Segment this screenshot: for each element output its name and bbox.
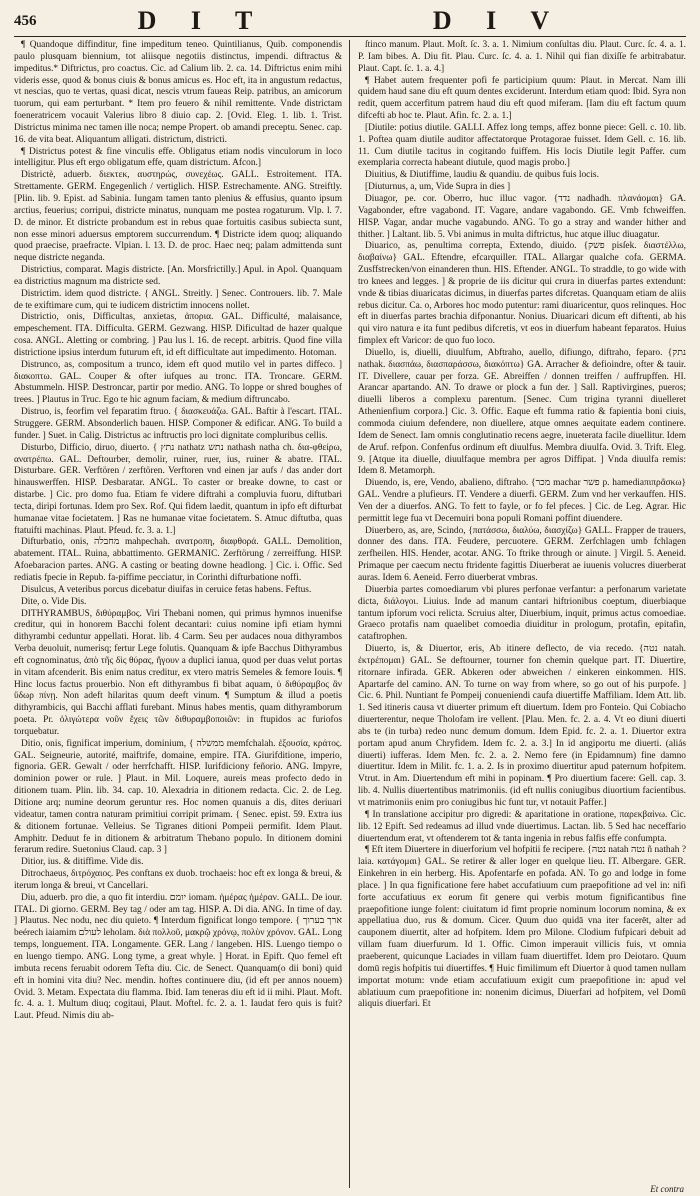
dictionary-entry: ¶ Eft item Diuertere in diuerforium vel hofpitii fe recipere. {נטה natah נטה ñ nathah ? laia. κατάγομαι} GAL. Se retirer & aller loger en quelque lieu. IT. Albergare. GER. Einkehren in ein herberg. His. Apofentarfe en pofada. AN. To go and lodge in fome place. ] In qua fignificatione fere habet accufatiuum cum praepofitione ad vel in: nifi forte accufatiuus ex eorum fit genere qui verbis motum fignificantibus fine praepofitione iunge folent: ciuitatum id fimt proprie nominum locorum nomina, & ex appellatiua duo, rus & domum. Cicer. Quum duo quidā vna iter facerēt, alter ad cauponem diuertit, alter ad hofpitem. Idem pro Milone. Clodium fufpicari debuit ad villam fuam diuerfurum. Id 1. Offic. Cimon imperauit villicis fuis, vt omnia praeberent, quicunque Laciades in villam fuam diuertiffet. Idem pro Deiotaro. Quum domū regis hofpitis tui diuertiffes. ¶ Huic fimilimum eft Diuertor à quod tamen nullam importat motum: vnde etiam accufatiuum exigit cum praepofitione in: apud vel ablatiuum cum praepofitione in: nonenim dicimus, Diuerfari ad hofpitem, vel Domū aliquis diuerfari. Et: [358, 845, 686, 1010]
dictionary-entry: Diuerbero, as, are, Scindo, {πατάσσω, διαλύω, διασχίζω} GALL. Frapper de trauers, donner des dans. ITA. Feudere, percuotere. GERM. Zerfchlagen umb fchlagen zerfheilen. HIS. Hender, acotar. ANG. To ftrike through or ainute. ] Virgil. 5. Aeneid. Primaque per caecum nectu ftridente fagittis Diuerberat ae iuuenis volucres diuerberat auras. Idem 6. Aeneid. Ferro diuerberat vmbras.: [358, 525, 686, 583]
dictionary-entry: Diuerto, is, & Diuertor, eris, Ab itinere deflecto, de via recedo. {נטה natah. ἐκτρέπομαι} GAL. Se deftourner, tourner fon chemin quelque part. IT. Diuertire, ritornare infirada. GER. Abkeren oder abweichen / einkeren einkommen. HIS. Apartarfe del camino. AN. To turne on way from where, so go out of his purpofe. ] Cic. 6. Phil. Nuntiant fe Pompeij conueniendi caufa diuertiffe Maffiliam. Idem Att. lib. 1. Sed itineris causa vt diuerter primum eft diuertum. Idem pro Fonteio. Qui Cobiacho diuerterentur, neque Tholofam ire vellent. [Plau. Men. fc. 2. a. 4. Vt eo diuni diuerti abs te (in turba) redeo nunc demum domum. Idem Epid. fc. 2. a. 1. Diuertor extra portam apud anum Chryfidem. Idem fc. 2. a. 3.] In id angiportu me diuerti. (aliás diuerti) iufferas. Idem Men. fc. 2. a. 2. Nemo fere (in Epidamnum) fine damno diuertitur. Idem in Milit. fc. 1. a. 2. Is in proximo diuertitur apud paternum hofpitem. Vtrut. in Am. Diuertendum eft mihi in popinam. ¶ Pro diuertium facere: Gell. cap. 3. lib. 4. Nullis diuertentibus matrimoniis. (id eft nullis coniugibus diuortium facientibus. vt matrimoniis enim pro coniugibus hic funt tur, vt notauit Paffer.]: [358, 644, 686, 808]
running-head: [14, 8, 686, 34]
catchword: Et contra: [650, 1184, 684, 1194]
dictionary-entry: Districtim. idem quod districte. { ANGL. Streitly. ] Senec. Controuers. lib. 7. Male de te exiftimare cum, qui te iudicem districtim innocens nollet.: [14, 288, 342, 311]
dictionary-entry: Distruo, is, feorfim vel feparatim ftruo. { διασκευάζω. GAL. Baftir à l'escart. ITAL. Struggere. GERM. Absonderlich bauen. HISP. Componer & edificar. ANG. To build a funder. ] Suet. in Calig. Districtus ac inftructis pro loci dignitate compluribus cellis.: [14, 407, 342, 441]
dictionary-entry: Districtio, onis, Difficultas, anxietas, ἀπορια. GAL. Difficulté, malaisance, empeschement. ITA. Difficulta. GERM. Gezwang. HISP. Dificultad de hazer qualque cosa. ANGL. Aletting or combring. ] Pau lus l. 16. de recept. arbitris. Quod fine villa districtione ipsius interdum futurum eft, id eft difficultate aut impedimento. Hotoman.: [14, 312, 342, 358]
columns: [14, 40, 686, 1188]
page-number: 456: [14, 12, 37, 29]
dictionary-entry: ¶ Habet autem frequenter pofi fe participium quum: Plaut. in Mercat. Nam illi quidem haud sane diu eft quum dentes exciderunt. Interdum etiam quod: Ibid. Syra non redit, quem accerfitum patrem haud diu eft quod miferam. [Iam diu eft factum quum difcefti ab hoc te. Plaut. Afin. fc. 2. a. 1.]: [358, 75, 686, 122]
dictionary-entry: Ditior, ius. & ditiffime. Vide dis.: [21, 857, 144, 868]
dictionary-entry: Diuello, is, diuelli, diuulfum, Abftraho, auello, difiungo, diftraho, feparo. {נתק nathak. διασπάω, διασπαράσσω, διακόπτω} GA. Arracher & defioindre, ofter & tauir. IT. Divellere, cauar per forza. GE. Abreiffen / donnen treiffen / auffrupffen. HI. Arancar apartando. AN. To drawe or plock a fun der. ] Sall. Raptivirgines, pueros; diuelli liberos a complexu parentum. [Senec. Cum trigina tyranni diuelleret Athenienfium corpora.] Cic. 3. Offic. Eaque eft fumma ratio & fapientia boni ciuis, commoda ciuium defendere, non diuellere, atque omnes aequitate eadem continere. Idem de Senect. Iam omnis conglutinatio recens aegre, inueterata facile diuellitur. Idem de Aruf. refpon. Confenfus ordinum eft diuulfus. Membra diuulfa. Ovid. 3. Trift. Eleg. 9. [Atque ita diuelle, diuulfaque membra per agros Diffipat. ] Vnda diuulfa remis: Idem 8. Metamorph.: [358, 347, 686, 477]
header-rule: [14, 36, 686, 37]
dictionary-entry: Districtius, comparat. Magis districte. [An. Morsfrictilly.] Apul. in Apol. Quanquam ea districtius magnum ma districte sed.: [14, 265, 342, 287]
running-head-right-word: D I V: [432, 6, 564, 35]
dictionary-entry: Disulcus, A veteribus porcus dicebatur diuifas in ceruice fetas habens. Feftus.: [21, 584, 312, 595]
right-column: [358, 40, 686, 1188]
dictionary-entry: Distrunco, as, compositum a trunco, idem eft quod mutilo vel in partes diffeco. ] διακοπτω. GAL. Couper & ofter iufques au tronc. ITA. Troncare. GERM. Abstummeln. HISP. Destroncar, partir por medio. ANG. To loppe or shred boughes of trees. ] Plautus in Truc. Ego te hic agnum faciam, & medium diftruncabo.: [14, 359, 342, 406]
running-head-left-word: D I T: [137, 6, 267, 35]
dictionary-entry: Dite, o. Vide Dis.: [21, 596, 87, 607]
dictionary-entry: Diuerbia partes comoediarum vbi plures perfonae verfantur: a perfonarum varietate dicta, διάλογοι. Liuius. Inde ad manum cantari hiftrionibus coeptum, diuerbiaque tantum ipforum voci relicta. Scruius alter, Diuerbium, inquit, primus actus comoediae. Graeco protafis nam quaelibet comoedia diuiditur in prologum, protafin, epitafin, cataftrophen.: [358, 584, 686, 643]
dictionary-entry: [Diutile: potius diutile. GALLI. Affez long temps, affez bonne piece: Gell. c. 10. lib. 1. Poftea quam diutile auditor affectatorque Protagorae fuisset. Idem Gell. c. 16. lib. 11. Cum diutile tacitus in cogitando fuiffem. His locis Diutile legit Paffer. cum exemplaria correcta habeant diutule, quod magis probo.]: [358, 122, 686, 169]
dictionary-entry: ſtinco manum. Plaut. Moſt. ſc. 3. a. 1. Nimium conſultas diu. Plaut. Curc. ſc. 4. a. 1. P. Iam bibes. A. Diu fit. Plau. Curc. ſc. 4. a. 1. Nihil qui fian dixiſſe fe arbitrabatur. Plaut. Capt. ſc. 1. a. 4.]: [358, 40, 686, 74]
dictionary-entry: DITHYRAMBUS, διθύραμβος. Viri Thebani nomen, qui primus hymnos inuenifse creditur, qui in honorem Bacchi folent decantari: cuius nomine ipfi etiam hymni dithyrambi ceduntur appellati. Horat. lib. 4 Carm. Seu per audaces noua dithyrambos Verba deuoluit, numerisq; fertur Lege folutis. Quanquam & ipfe Bacchus Dithyrambus eft cognominatus, ἀπὸ τῆς δὶς θύρας, ἤγουν a duplici ianua, quod per duas velut portas in vitam afcenderit. Bis enim natus creditur, ex vtero matris Semeles & femore Iouis. ¶ Hinc locus factus prouerbio. Non eft dithyrambus fi bibat aquam, ὐ διθύραμβος ἂν ὕδωρ πίνῃ. Non adeft hilaritas quum deeft vinum. ¶ Sumptum & illud a poetis dithyrambicis, qui Bacchi afflati furebant. Minus habes mentis, quam dithyramborum poeta. Pr. ὀλιγώτερα νοῦν ἔχεις τῶν διθυραμβοποιῶν: in ftupidos ac furiofos torquebatur.: [14, 608, 342, 737]
dictionary-entry: Diuarico, as, penultima correpta, Extendo, diuido. {פשק pisſek. διαστέλλω, διαβαίνω} GAL. Eftendre, efcarquiller. ITAL. Allargar qualche cofa. GERMA. Zusffstrecken/von einanderen thun. HIS. Eftender. ANGL. To straddle, to go wide with tro knees and legges. ] & proprie de iis dicitur qui crura in diuerfas partes extendunt: vnde & tibias diuaricatas dicimus, in diuerfas partes difcretas. Quanquam etiam de aliis rebus dicitur. Ca. o, Arbores hoc modo putentur: rami diuaricentur, quos relinques. Hoc eft in diuerfas partes brachia difponantur. Nonius. Diuaricari dicum eft diftenti, ab his qui viro natura e ita funt pedibus difcretis, vt eos in diuerfum habeant feparatos. Huius fimplex eft Varicor: de quo fuo loco.: [358, 241, 686, 347]
dictionary-entry: [Diuturnus, a, um, Vide Supra in dies ]: [365, 182, 511, 193]
dictionary-entry: ¶ Districtus potest & fine vinculis effe. Obligatus etiam nodis vinculorum in loco intelligitur. Plus eft ergo obligatum effe, quam districtum. Afcon.]: [14, 146, 342, 169]
dictionary-entry: ¶ In translatione accipitur pro digredi: & aparitatione in oratione, παρεκβαίνω. Cic. lib. 12 Epift. Sed redeamus ad illud vnde diuertimus. Lactan. lib. 5 Sed hac neceffario diuertendum erat, vt oftenderem tot & tanta ingenia in rebus falfis effe confumpta.: [358, 809, 686, 844]
dictionary-entry: Difturbatio, onis, מחבלה mahpechah. ανατροπη, διαφθορά. GALL. Demolition, abatement. ITAL. Ruina, abbattimento. GERMANIC. Zerftörung / zerreiffung. HISP. Afoebaracion partes. ANG. A casting or beating downe headlong. ] Cic. i. Offic. Sed rediatis fpecie in Repub. fa-piffime pecciatur, in Corinthi difturbatione noffi.: [14, 537, 342, 583]
dictionary-entry: ¶ Quandoque diffinditur, fine impeditum teneo. Quintilianus, Quib. componendis paulo plusquam biennium, tot aliisque negotiis distinctus, impendi. diftractus & impeditus.* Diftrictus, pro coactus. Cic. ad Calium lib. 2. ca. 14. Diftrictus enim mihi videris esse, quod & bonus ciuis & bonus amicus es. Hoc eft, ita in angustum redactus, vt nescias, quo te vertas, quasi dicat, nescis vtrum faueas Reip. patribus, an amicorum tuorum, qui eam perturbant. * Item pro feuero & nihil remittente. Vnde districtam foeneratricem vocauit Valerius libro 8 diuio cap. 2. [Ovid. Eleg. 1. lib. 1. Trist. Districtus minima nec tamen ille noca; nempe Propert. ob amandi preceptu. Senec. cap. 16. de vita beat. Aliquantum alligati. districtum, districti.: [14, 40, 342, 145]
dictionary-entry: Ditio, onis, fignificat imperium, dominium, { ממשלה memfchalah. ἐξουσία, κράτος. GAL. Seigneurie, autorité, maiftrife, domaine, empire. ITA. Giurifditione, imperio, fignoria. GER. Gewalt / oder herrfchafft. HISP. Iurifdiciony feñorio. ANG. Impyre, dominion power or rule. ] Plaut. in Mil. Loquere, aureis meas profecto dedo in ditionem tuam. Plin. lib. 34. cap. 10. Alexadria in ditionem redacta. Cic. 2. de Leg. Ditione arq; numine deorum geruntur res. Hoc nomen quanuis a dis, dites deriuari videatur, tamen contra naturam primitiui corripit primam. { Senec. epist. 59. Extra ius & ditionem fortunae. Velleius. Se Tigranes ditioni Pompeii permifit. Idem Plaut. Amphitr. Deduut fe in ditionem & arbitratum Thebano populo. In ditionem domini ferarum redire. Suetonius Claud. cap. 3 ]: [14, 738, 342, 856]
dictionary-entry: Diuendo, is, ere, Vendo, abalieno, diftraho. {מכר machar פשר p. hamediaπιπρᾶσκω} GAL. Vendre a plufieurs. IT. Vendere a diuerfi. GERM. Zum vnd her verkauffen. HIS. Ven der a diuerfos. ANG. To fett to fayle, or fo fel pfeces. ] Cic. de Leg. Agrar. Hic permittit lege fua vt Decemuiri bona populi Romani poffint diuendere.: [358, 478, 686, 524]
dictionary-entry: Diu, aduerb. pro die, a quo fit interdiu. יומם iomam. ἡμέρας ἡμέραν. GALL. De iour. ITAL. Di giorno. GERM. Bey tag / oder am tag. HISP. A. Di dia. ANG. In time of day. ] Plautus. Nec nodu, nec diu quieto. ¶ Interdum fignificat longo tempore. { ארך בערוך beérech iaiamim לעולם leholam. διὰ πολλοῦ, μακρῷ χρόνῳ, πολὺν χρόνον. GAL. Long temps, longuement. ITA. Longamente. GER. Lang / langeben. HIS. Luengo tiempo o en luengo tiempo. ANG. Long tyme, a great whyle. ] Horat. in Epift. Quo femel eft imbuta recens feruabit odorem Tefta diu. Cic. de Senect. Quanquam(o dii boni) quid eft in homini vita diu? Nec. mendin. hoftes continuere diu, (id eft per annos nouem) Ovid. 3. Metam. Expectata diu flamma. Ibid. Iam teneras diu eft id ii mihi. Plaut. Moft. fc. 4. a. 1. Multum diuq; cogitaui, Plaut. Moftel. fc. 2. a. 1. Iaudat fero quis is fuit? Laut. Pfeud. Nimis diu ab-: [14, 892, 342, 1022]
left-column: [14, 40, 342, 1188]
dictionary-entry: Diuagor, pe. cor. Oberro, huc illuc vagor. {נדד nadhadh. πλανάομαι} GA. Vagabonder, eftre vagabond. IT. Vagare, andare vagabondo. GE. Vmb fchweiffen. HISP. Vagar, andar muche vagabundo. ANG. To go a stray and wander hither and thither. ] Laltant. lib. 5. Vbi animus in multa diftrictus, huc atque illuc diuagatur.: [358, 193, 686, 240]
dictionary-entry: Disturbo, Difficio, diruo, diuerto. { נתץ nathatz נתש nathash natha ch. δια-φθείρω, ανατρέπω. GAL. Deftourber, demolir, ruiner, ruer, ius, ruiner & abatre. ITAL. Disturbare. GER. Verftören / zerftören. Verftoren vnd einen jar aufs / das ander dort hinauswerffen. HISP. Desbaratar. ANGL. To caster or breake downe, to cast or distarbe. ] Cic. pro domo fua. Etiam fe videre diftrahi a compluvia fuoru, diftutbari tecta, diripi fortunas. Idem pro Sex. Rof. Qui fidem laedit, quantum in ipfo eft difturbat humanae vitae focietatem. ] Ras ne humanae vitae focietatem. S. Atnuc diftutba, quas ftatuifti machinas. Plaut. Pfeud. fc. 3. a. 1.]: [14, 442, 342, 536]
dictionary-entry: Diuitius, & Diutiffime, laudiu & quandiu. de quibus fuis locis.: [365, 170, 599, 181]
dictionary-entry: Ditrochaeus, διτρόχαιος. Pes conftans ex duob. trochaeis: hoc eft ex longa & breui, & iterum longa & breui, vt Cancellari.: [14, 869, 342, 891]
dictionary-entry: Districtè, aduerb. διεκτεκ, αυστηρώς, συνεχέως. GALL. Estroitement. ITA. Strettamente. GERM. Engegenlich / vertiglich. HISP. Estrechamente. ANG. Streiftly. [Plin. lib. 9. Epist. ad Sabinia. Iungam tamen tanto plenius & effusius, quanto ipsum arctius, feuerius; corripui, districte minatus, nunquam me postea rogaturum. Vlp. l. 7. D. de minor. Et districte probandum est in rebus quae fortuitis casibus subiecta sunt, non esse minori aduersus emptorem succurrendum. ¶ Districte idem quoq; aliquando quod praecise, praefracte. Vlpian. l. 13. D. de proc. Haec neq; palam admittenda sunt neque districte neganda.: [14, 170, 342, 264]
